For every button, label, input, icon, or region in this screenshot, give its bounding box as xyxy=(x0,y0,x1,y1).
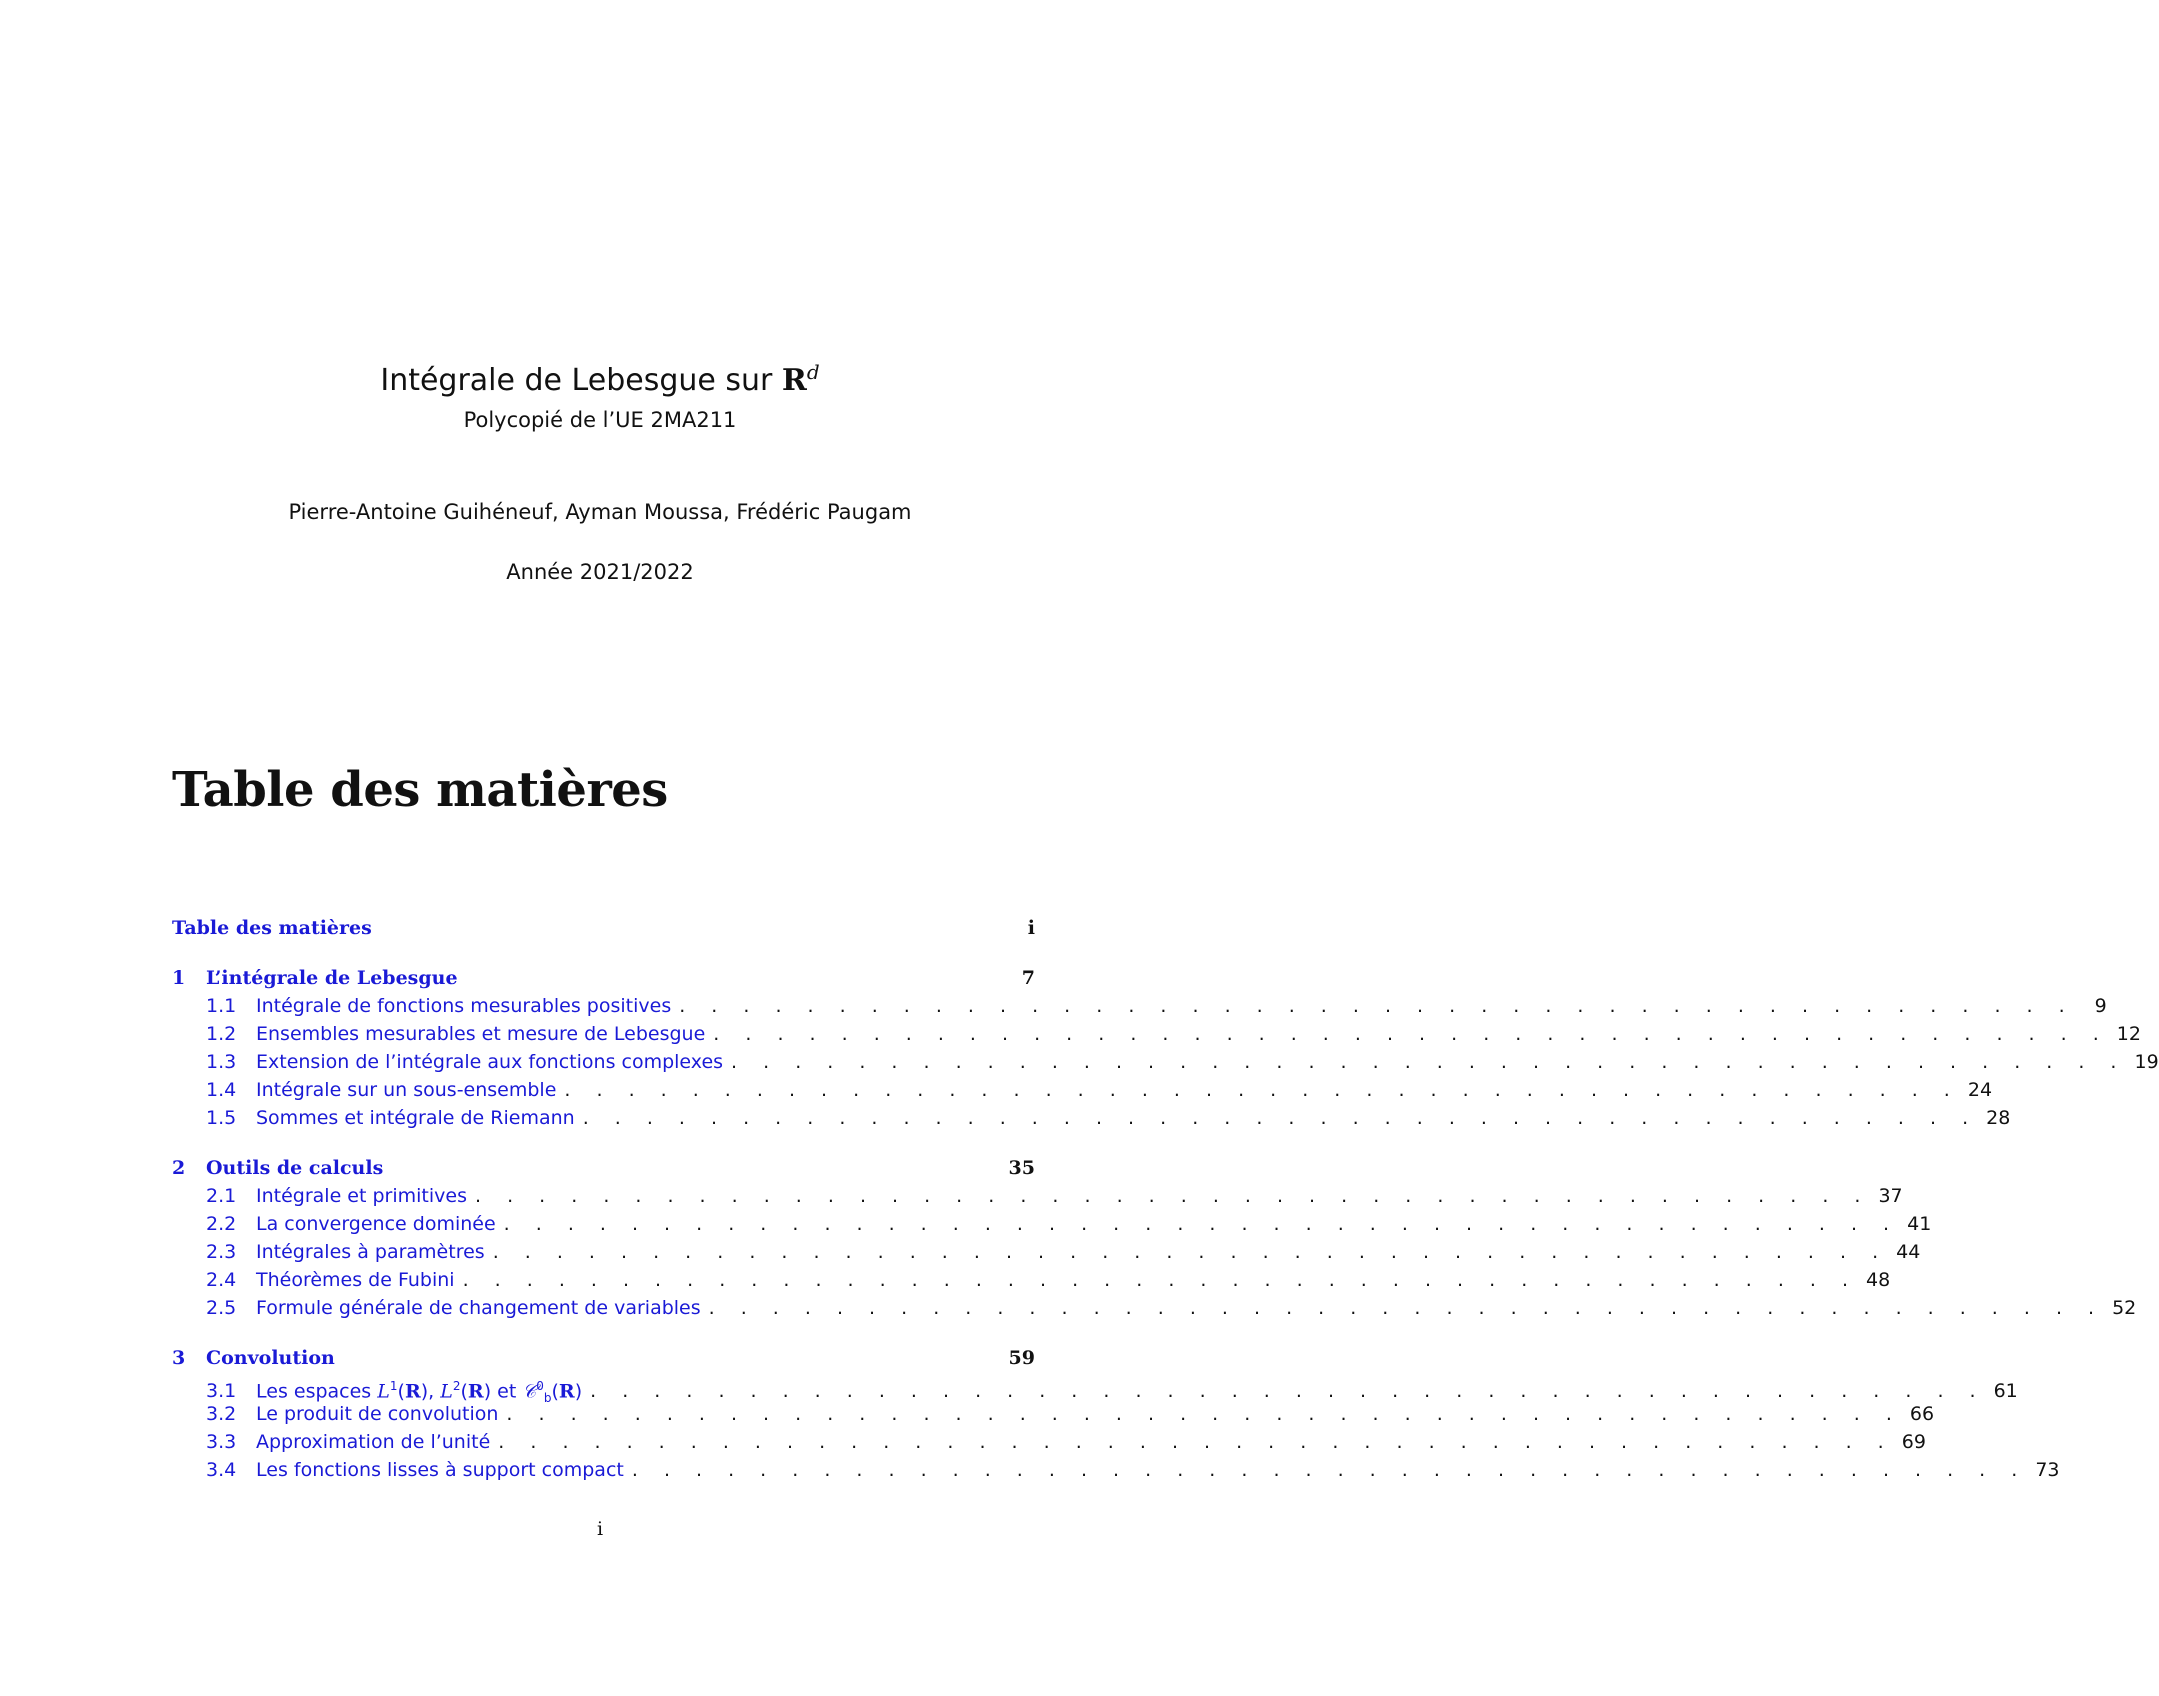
toc-section-page[interactable]: 44 xyxy=(1896,1241,1921,1263)
toc-section-label[interactable]: Intégrales à paramètres xyxy=(256,1241,485,1263)
toc-section-1-1[interactable] xyxy=(172,992,2107,1020)
toc-section-number[interactable]: 3.2 xyxy=(206,1403,237,1425)
toc-front-entry[interactable] xyxy=(172,914,1035,942)
toc-section-3-1[interactable] xyxy=(172,1372,2018,1406)
toc-section-page[interactable]: 69 xyxy=(1901,1431,1926,1453)
document-title xyxy=(0,352,1200,401)
toc-section-1-2[interactable] xyxy=(172,1020,2141,1048)
math-l2-symbol: L xyxy=(440,1380,453,1403)
toc-chapter-3[interactable] xyxy=(172,1344,1035,1372)
math-real-symbol: R xyxy=(404,1380,421,1403)
toc-section-label[interactable]: Sommes et intégrale de Riemann xyxy=(256,1107,575,1129)
toc-section-2-3[interactable] xyxy=(172,1238,1921,1266)
math-l2-exponent: 2 xyxy=(452,1379,461,1393)
toc-section-label[interactable]: Formule générale de changement de variables xyxy=(256,1297,701,1319)
toc-section-label[interactable]: Les espaces $L^1(R)$, $L^2(R)$ et 𝒞$^0_b$(R) xyxy=(256,1379,583,1406)
toc-leader-dots: . . . . . . . . . . . . . . . . . . . . . . . . . . . . . . . . . . . . . . . . . . . . xyxy=(462,1269,1859,1291)
toc-leader-dots: . . . . . . . . . . . . . . . . . . . . . . . . . . . . . . . . . . . . . . . . . . . . xyxy=(506,1403,1902,1425)
toc-section-page[interactable]: 19 xyxy=(2134,1051,2159,1073)
toc-leader-dots: . . . . . . . . . . . . . . . . . . . . . . . . . . . . . . . . . . . . . . . . . . . . xyxy=(713,1023,2109,1045)
toc-section-number[interactable]: 2.5 xyxy=(206,1297,237,1319)
toc-section-2-5[interactable] xyxy=(172,1294,2137,1322)
math-and-word: et xyxy=(497,1380,517,1403)
document-title-exponent: d xyxy=(806,360,820,384)
toc-section-2-2[interactable] xyxy=(172,1210,1932,1238)
toc-chapter-2[interactable] xyxy=(172,1154,1035,1182)
toc-section-3-4[interactable] xyxy=(172,1456,2060,1484)
toc-section-2-4[interactable] xyxy=(172,1266,1891,1294)
toc-section-label[interactable]: Extension de l’intégrale aux fonctions complexes xyxy=(256,1051,724,1073)
toc-chapter-page[interactable]: 59 xyxy=(1008,1347,1035,1369)
toc-section-label[interactable]: Les fonctions lisses à support compact xyxy=(256,1459,624,1481)
toc-front-label[interactable]: Table des matières xyxy=(172,917,372,939)
document-authors: Pierre-Antoine Guihéneuf, Ayman Moussa, Frédéric Paugam xyxy=(288,500,912,524)
math-real-symbol: R xyxy=(467,1380,484,1403)
toc-section-page[interactable]: 73 xyxy=(2035,1459,2060,1481)
toc-section-number[interactable]: 3.4 xyxy=(206,1459,237,1481)
toc-section-number[interactable]: 1.4 xyxy=(206,1079,237,1101)
math-c0b-symbol: 𝒞 xyxy=(522,1380,537,1403)
document-title-text: Intégrale de Lebesgue sur xyxy=(380,363,782,398)
toc-section-number[interactable]: 2.1 xyxy=(206,1185,237,1207)
toc-section-number[interactable]: 2.3 xyxy=(206,1241,237,1263)
toc-section-number[interactable]: 2.4 xyxy=(206,1269,237,1291)
toc-leader-dots: . . . . . . . . . . . . . . . . . . . . . . . . . . . . . . . . . . . . . . . . . . . . xyxy=(679,995,2075,1017)
toc-front-page[interactable]: i xyxy=(1027,917,1035,939)
toc-section-number[interactable]: 1.1 xyxy=(206,995,237,1017)
toc-section-1-5[interactable] xyxy=(172,1104,2011,1132)
toc-leader-dots: . . . . . . . . . . . . . . . . . . . . . . . . . . . . . . . . . . . . . . . . . . . . xyxy=(631,1459,2028,1481)
document-title-r-symbol: R xyxy=(781,363,807,398)
toc-section-label[interactable]: Intégrale et primitives xyxy=(256,1185,467,1207)
toc-chapter-page[interactable]: 35 xyxy=(1008,1157,1035,1179)
document-subtitle: Polycopié de l’UE 2MA211 xyxy=(463,408,737,432)
toc-leader-dots: . . . . . . . . . . . . . . . . . . . . . . . . . . . . . . . . . . . . . . . . . . . . xyxy=(492,1241,1889,1263)
page-number: i xyxy=(596,1518,604,1540)
toc-section-2-1[interactable] xyxy=(172,1182,1903,1210)
toc-leader-dots: . . . . . . . . . . . . . . . . . . . . . . . . . . . . . . . . . . . . . . . . . . . . xyxy=(708,1297,2105,1319)
toc-section-3-2[interactable] xyxy=(172,1400,1935,1428)
toc-section-label[interactable]: Théorèmes de Fubini xyxy=(256,1269,455,1291)
toc-section-page[interactable]: 37 xyxy=(1878,1185,1903,1207)
math-c0b-subscript: b xyxy=(543,1391,552,1406)
table-of-contents xyxy=(172,914,2159,1484)
toc-section-page[interactable]: 24 xyxy=(1967,1079,1993,1101)
toc-section-3-3[interactable] xyxy=(172,1428,1926,1456)
math-real-symbol: R xyxy=(558,1380,575,1403)
toc-heading: Table des matières xyxy=(172,762,668,818)
toc-chapter-label[interactable]: Outils de calculs xyxy=(206,1157,384,1179)
toc-leader-dots: . . . . . . . . . . . . . . . . . . . . . . . . . . . . . . . . . . . . . . . . . . . . xyxy=(590,1380,1986,1403)
toc-leader-dots: . . . . . . . . . . . . . . . . . . . . . . . . . . . . . . . . . . . . . . . . . . . . xyxy=(582,1107,1979,1129)
toc-section-page[interactable]: 52 xyxy=(2112,1297,2137,1319)
toc-section-label[interactable]: Intégrale de fonctions mesurables positives xyxy=(256,995,672,1017)
toc-chapter-label[interactable]: Convolution xyxy=(206,1347,335,1369)
toc-section-page[interactable]: 28 xyxy=(1986,1107,2011,1129)
toc-leader-dots: . . . . . . . . . . . . . . . . . . . . . . . . . . . . . . . . . . . . . . . . . . . . xyxy=(731,1051,2127,1073)
toc-section-1-3[interactable] xyxy=(172,1048,2159,1076)
toc-chapter-number[interactable]: 3 xyxy=(172,1347,186,1369)
math-l1-symbol: L xyxy=(377,1380,390,1403)
toc-leader-dots: . . . . . . . . . . . . . . . . . . . . . . . . . . . . . . . . . . . . . . . . . . . . xyxy=(498,1431,1894,1453)
toc-section-label[interactable]: Le produit de convolution xyxy=(256,1403,499,1425)
toc-section-label[interactable]: La convergence dominée xyxy=(256,1213,496,1235)
toc-section-number[interactable]: 2.2 xyxy=(206,1213,237,1235)
toc-section-number[interactable]: 3.1 xyxy=(206,1380,237,1403)
toc-section-label-prefix: Les espaces xyxy=(256,1380,378,1403)
toc-section-number[interactable]: 3.3 xyxy=(206,1431,237,1453)
toc-section-page[interactable]: 61 xyxy=(1993,1380,2018,1403)
toc-section-page[interactable]: 66 xyxy=(1909,1403,1935,1425)
toc-section-label[interactable]: Ensembles mesurables et mesure de Lebesgue xyxy=(256,1023,706,1045)
toc-chapter-1[interactable] xyxy=(172,964,1035,992)
toc-section-page[interactable]: 41 xyxy=(1907,1213,1932,1235)
toc-section-page[interactable]: 12 xyxy=(2116,1023,2141,1045)
toc-section-page[interactable]: 9 xyxy=(2094,995,2107,1017)
toc-section-number[interactable]: 1.3 xyxy=(206,1051,237,1073)
toc-section-1-4[interactable] xyxy=(172,1076,1993,1104)
toc-section-page[interactable]: 48 xyxy=(1866,1269,1891,1291)
document-year: Année 2021/2022 xyxy=(506,560,694,584)
toc-chapter-number[interactable]: 2 xyxy=(172,1157,186,1179)
math-c0b-exponent: 0 xyxy=(536,1379,544,1393)
toc-chapter-page[interactable]: 7 xyxy=(1021,967,1035,989)
toc-section-number[interactable]: 1.5 xyxy=(206,1107,237,1129)
toc-section-number[interactable]: 1.2 xyxy=(206,1023,237,1045)
toc-leader-dots: . . . . . . . . . . . . . . . . . . . . . . . . . . . . . . . . . . . . . . . . . . . . xyxy=(564,1079,1960,1101)
toc-section-label[interactable]: Approximation de l’unité xyxy=(256,1431,491,1453)
toc-leader-dots: . . . . . . . . . . . . . . . . . . . . . . . . . . . . . . . . . . . . . . . . . . . . xyxy=(503,1213,1900,1235)
toc-chapter-label[interactable]: L’intégrale de Lebesgue xyxy=(206,967,458,989)
toc-chapter-number[interactable]: 1 xyxy=(172,967,186,989)
math-l1-exponent: 1 xyxy=(389,1379,398,1393)
toc-leader-dots: . . . . . . . . . . . . . . . . . . . . . . . . . . . . . . . . . . . . . . . . . . . . xyxy=(475,1185,1871,1207)
toc-section-label[interactable]: Intégrale sur un sous-ensemble xyxy=(256,1079,557,1101)
